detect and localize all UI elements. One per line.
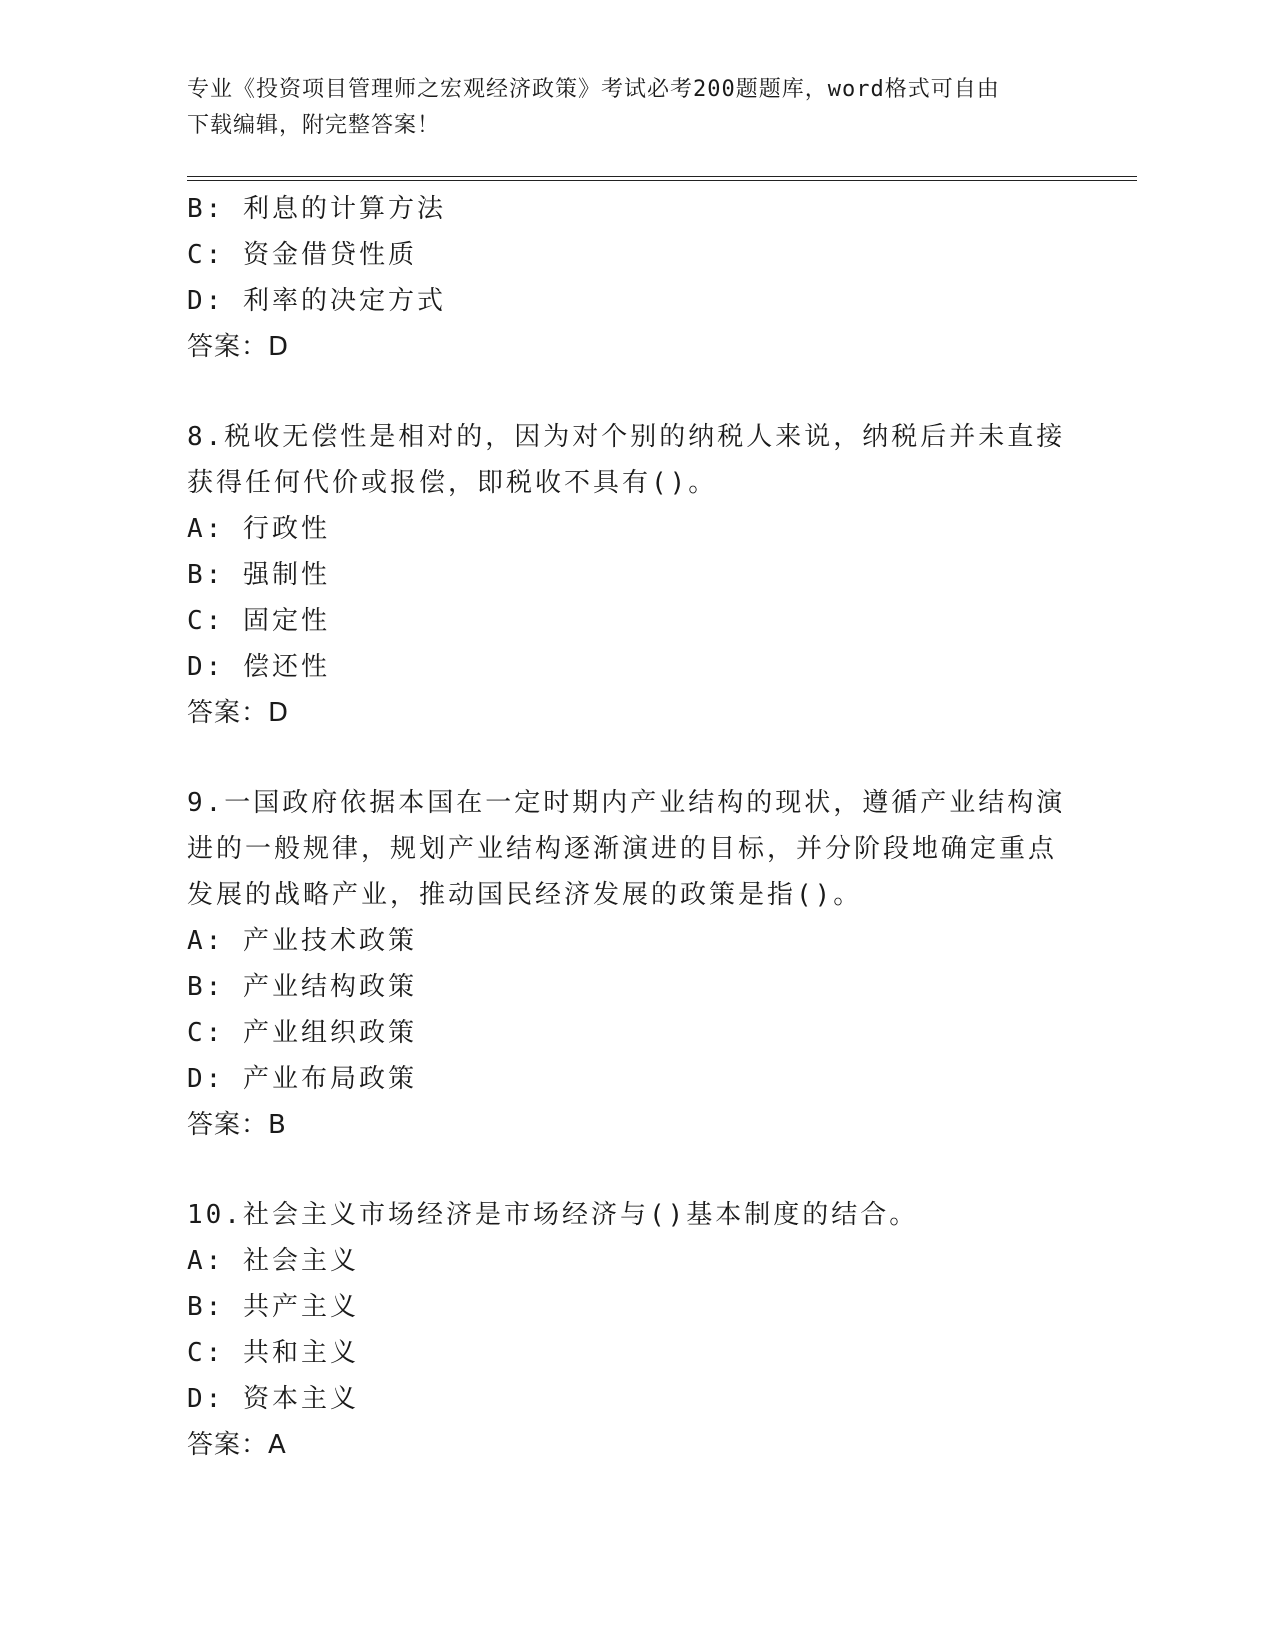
answer-line: 答案：B — [187, 1110, 287, 1140]
option-a: A: 产业技术政策 — [187, 926, 417, 956]
question-9-text-line-1: 9.一国政府依据本国在一定时期内产业结构的现状，遵循产业结构演 — [187, 788, 1066, 818]
option-d: D: 产业布局政策 — [187, 1064, 417, 1094]
option-b: B: 产业结构政策 — [187, 972, 417, 1002]
question-9 — [187, 780, 1087, 1148]
document-header — [187, 72, 1087, 144]
question-list — [187, 186, 1087, 1468]
answer-line: 答案：D — [187, 332, 290, 362]
spacer — [187, 736, 1087, 780]
option-d: D: 利率的决定方式 — [187, 286, 446, 316]
option-b: B: 共产主义 — [187, 1292, 359, 1322]
question-8 — [187, 414, 1087, 736]
question-8-text-line-1: 8.税收无偿性是相对的，因为对个别的纳税人来说，纳税后并未直接 — [187, 422, 1066, 452]
option-d: D: 资本主义 — [187, 1384, 359, 1414]
answer-line: 答案：D — [187, 698, 290, 728]
spacer — [187, 1148, 1087, 1192]
answer-line: 答案：A — [187, 1430, 287, 1460]
question-8-text-line-2: 获得任何代价或报偿，即税收不具有()。 — [187, 468, 718, 498]
header-title-line-2: 下载编辑，附完整答案！ — [187, 113, 441, 138]
option-c: C: 固定性 — [187, 606, 330, 636]
question-10-text-line-1: 10.社会主义市场经济是市场经济与()基本制度的结合。 — [187, 1200, 919, 1230]
question-10 — [187, 1192, 1087, 1468]
spacer — [187, 370, 1087, 414]
option-c: C: 产业组织政策 — [187, 1018, 417, 1048]
question-7-continuation — [187, 186, 1087, 370]
option-c: C: 资金借贷性质 — [187, 240, 417, 270]
option-d: D: 偿还性 — [187, 652, 330, 682]
option-b: B: 强制性 — [187, 560, 330, 590]
question-9-text-line-3: 发展的战略产业，推动国民经济发展的政策是指()。 — [187, 880, 863, 910]
option-a: A: 行政性 — [187, 514, 330, 544]
header-title-line-1: 专业《投资项目管理师之宏观经济政策》考试必考200题题库，word格式可自由 — [187, 77, 1000, 102]
option-b: B: 利息的计算方法 — [187, 194, 446, 224]
question-9-text-line-2: 进的一般规律，规划产业结构逐渐演进的目标，并分阶段地确定重点 — [187, 834, 1058, 864]
option-c: C: 共和主义 — [187, 1338, 359, 1368]
option-a: A: 社会主义 — [187, 1246, 359, 1276]
header-divider — [187, 176, 1137, 181]
